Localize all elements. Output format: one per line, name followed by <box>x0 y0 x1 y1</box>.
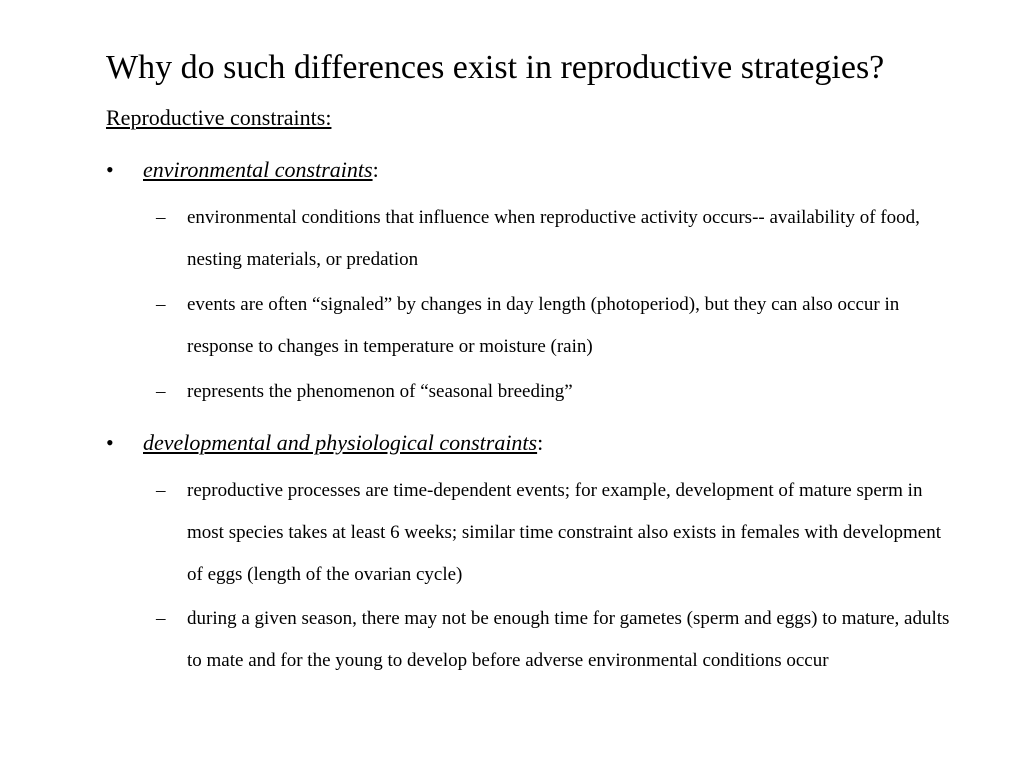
bullet-text <box>143 429 543 457</box>
bullet-icon: • <box>106 430 114 455</box>
dash-icon: – <box>156 294 166 315</box>
sub-item <box>156 197 956 281</box>
sub-item-text: represents the phenomenon of “seasonal breeding” <box>187 381 573 402</box>
bullet-heading: environmental constraints <box>143 157 373 182</box>
bullet-suffix: : <box>537 430 544 455</box>
sub-item-text: during a given season, there may not be enough time for gametes (sperm and eggs) to mature, adults to mate and for the young to develop before adverse environmental conditions occur <box>187 608 950 671</box>
sub-item <box>156 598 956 682</box>
bullet-suffix: : <box>372 157 379 182</box>
dash-icon: – <box>156 207 166 228</box>
dash-icon: – <box>156 381 166 402</box>
sub-item <box>156 470 956 596</box>
sub-item-text: events are often “signaled” by changes in day length (photoperiod), but they can also occur in response to changes in temperature or moisture (rain) <box>187 294 900 357</box>
slide-subtitle: Reproductive constraints: <box>106 105 332 130</box>
bullet-text <box>143 156 379 184</box>
sub-item-text: reproductive processes are time-dependent events; for example, development of mature sperm in most species takes at least 6 weeks; similar time constraint also exists in females with development of eggs (length of the ovarian cycle) <box>187 480 942 585</box>
sub-item <box>156 284 956 368</box>
dash-icon: – <box>156 480 166 501</box>
slide-title: Why do such differences exist in reproductive strategies? <box>106 49 885 86</box>
sub-item <box>156 371 956 413</box>
sub-item-text: environmental conditions that influence when reproductive activity occurs-- availability of food, nesting materials, or predation <box>187 207 920 270</box>
dash-icon: – <box>156 608 166 629</box>
bullet-icon: • <box>106 157 114 182</box>
bullet-heading: developmental and physiological constraints <box>143 430 538 455</box>
